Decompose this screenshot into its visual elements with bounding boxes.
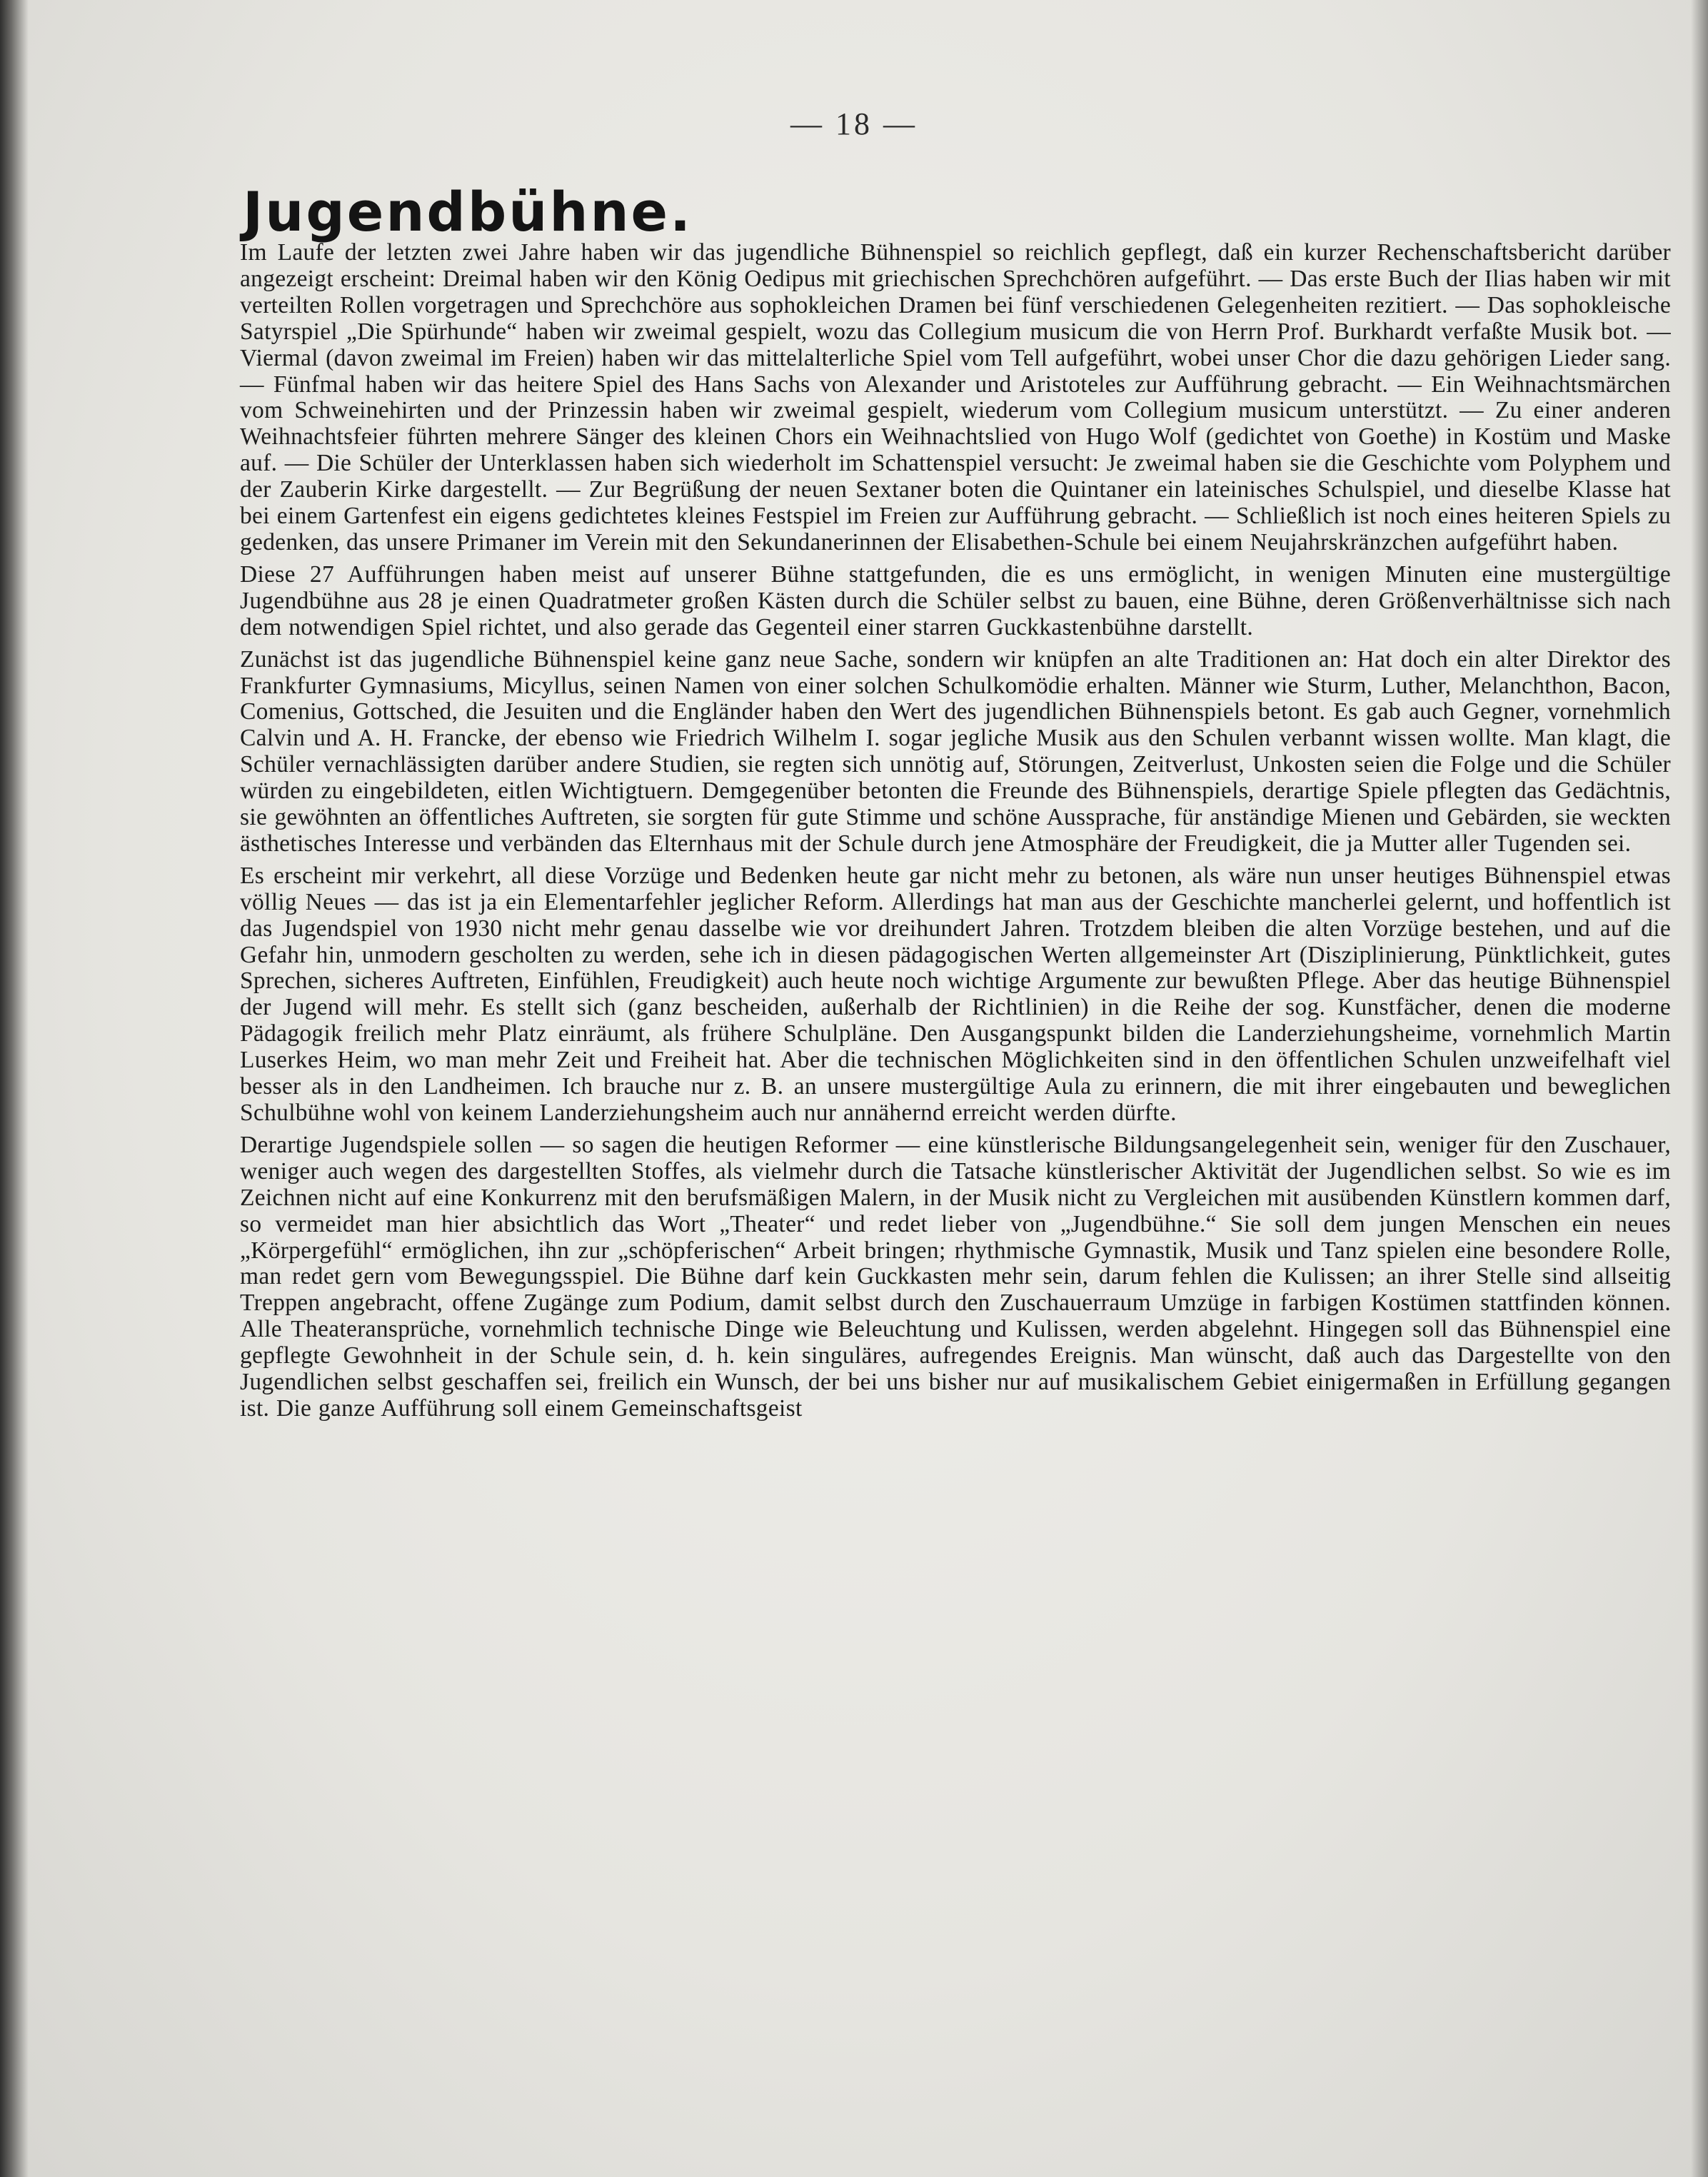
body-text [240, 240, 1671, 1428]
section-heading: Jugendbühne. [243, 180, 693, 243]
scan-edge-shadow-left [0, 0, 29, 2177]
paragraph-performances: Im Laufe der letzten zwei Jahre haben wir das jugendliche Bühnenspiel so reichlich gepflegt, daß ein kurzer Rechenschaftsbericht darüber angezeigt erscheint: Dreimal haben wir den König Oedipus mit griechischen Sprechchören aufgeführt. — Das erste Buch der Ilias haben wir mit verteilten Rollen vorgetragen und Sprechchöre aus sophokleichen Dramen bei fünf verschiedenen Gelegenheiten rezitiert. — Das sophokleische Satyrspiel „Die Spürhunde“ haben wir zweimal gespielt, wozu das Collegium musicum die von Herrn Prof. Burkhardt verfaßte Musik bot. — Viermal (davon zweimal im Freien) haben wir das mittelalterliche Spiel vom Tell aufgeführt, wobei unser Chor die dazu gehörigen Lieder sang. — Fünfmal haben wir das heitere Spiel des Hans Sachs von Alexander und Aristoteles zur Aufführung gebracht. — Ein Weihnachtsmärchen vom Schweinehirten und der Prinzessin haben wir zweimal gespielt, wiederum vom Collegium musicum unterstützt. — Zu einer anderen Weihnachtsfeier führten mehrere Sänger des kleinen Chors ein Weihnachtslied von Hugo Wolf (gedichtet von Goethe) in Kostüm und Maske auf. — Die Schüler der Unterklassen haben sich wiederholt im Schattenspiel versucht: Je zweimal haben sie die Geschichte vom Polyphem und der Zauberin Kirke dargestellt. — Zur Begrüßung der neuen Sextaner boten die Quintaner ein lateinisches Schulspiel, und dieselbe Klasse hat bei einem Gartenfest ein eigens gedichtetes kleines Festspiel im Freien zur Aufführung gebracht. — Schließlich ist noch eines heiteren Spiels zu gedenken, das unsere Primaner im Verein mit den Sekundanerinnen der Elisabethen-Schule bei einem Neujahrskränzchen aufgeführt haben. [240, 239, 1671, 555]
paragraph-stage: Diese 27 Aufführungen haben meist auf unserer Bühne stattgefunden, die es uns ermöglicht, in wenigen Minuten eine mustergültige Jugendbühne aus 28 je einen Quadratmeter großen Kästen durch die Schüler selbst zu bauen, eine Bühne, deren Größenverhältnisse sich nach dem notwendigen Spiel richtet, und also gerade das Gegenteil einer starren Guckkastenbühne darstellt. [240, 560, 1671, 640]
scan-edge-shadow-right [1691, 0, 1708, 2177]
paragraph-youth-games: Derartige Jugendspiele sollen — so sagen die heutigen Reformer — eine künstlerische Bildungsangelegenheit sein, weniger für den Zuschauer, weniger auch wegen des dargestellten Stoffes, als vielmehr durch die Tatsache künstlerischer Aktivität der Jugendlichen selbst. So wie es im Zeichnen nicht auf eine Konkurrenz mit den berufsmäßigen Malern, in der Musik nicht zu Vergleichen mit ausübenden Künstlern kommen darf, so vermeidet man hier absichtlich das Wort „Theater“ und redet lieber von „Jugendbühne.“ Sie soll dem jungen Menschen ein neues „Körpergefühl“ ermöglichen, ihn zur „schöpferischen“ Arbeit bringen; rhythmische Gymnastik, Musik und Tanz spielen eine besondere Rolle, man redet gern vom Bewegungsspiel. Die Bühne darf kein Guckkasten mehr sein, darum fehlen die Kulissen; an ihrer Stelle sind allseitig Treppen angebracht, offene Zugänge zum Podium, damit selbst durch den Zuschauerraum Umzüge in farbigen Kostümen stattfinden können. Alle Theateransprüche, vornehmlich technische Dinge wie Beleuchtung und Kulissen, werden abgelehnt. Hingegen soll das Bühnenspiel eine gepflegte Gewohnheit in der Schule sein, d. h. kein singuläres, aufregendes Ereignis. Man wünscht, daß auch das Dargestellte von den Jugendlichen selbst geschaffen sei, freilich ein Wunsch, der bei uns bisher nur auf musikalischem Gebiet einigermaßen in Erfüllung gegangen ist. Die ganze Aufführung soll einem Gemeinschaftsgeist [240, 1131, 1671, 1422]
page-number: — 18 — [790, 106, 918, 141]
paragraph-reform: Es erscheint mir verkehrt, all diese Vorzüge und Bedenken heute gar nicht mehr zu betonen, als wäre nun unser heutiges Bühnenspiel etwas völlig Neues — das ist ja ein Elementarfehler jeglicher Reform. Allerdings hat man aus der Geschichte mancherlei gelernt, und hoffentlich ist das Jugendspiel von 1930 nicht mehr genau dasselbe wie vor dreihundert Jahren. Trotzdem bleiben die alten Vorzüge bestehen, und auf die Gefahr hin, unmodern gescholten zu werden, sehe ich in diesen pädagogischen Werten allgemeinster Art (Disziplinierung, Pünktlichkeit, gutes Sprechen, sicheres Auftreten, Einfühlen, Freudigkeit) auch heute noch wichtige Argumente zur bewußten Pflege. Aber das heutige Bühnenspiel der Jugend will mehr. Es stellt sich (ganz bescheiden, außerhalb der Richtlinien) in die Reihe der sog. Kunstfächer, denen die moderne Pädagogik freilich mehr Platz einräumt, als frühere Schulpläne. Den Ausgangspunkt bilden die Landerziehungsheime, vornehmlich Martin Luserkes Heim, wo man mehr Zeit und Freiheit hat. Aber die technischen Möglichkeiten sind in den öffentlichen Schulen unzweifelhaft viel besser als in den Landheimen. Ich brauche nur z. B. an unsere mustergültige Aula zu erinnern, die mit ihrer eingebauten und beweglichen Schulbühne wohl von keinem Landerziehungsheim auch nur annähernd erreicht werden dürfte. [240, 862, 1671, 1126]
paragraph-tradition: Zunächst ist das jugendliche Bühnenspiel keine ganz neue Sache, sondern wir knüpfen an alte Traditionen an: Hat doch ein alter Direktor des Frankfurter Gymnasiums, Micyllus, seinen Namen von einer solchen Schulkomödie erhalten. Männer wie Sturm, Luther, Melanchthon, Bacon, Comenius, Gottsched, die Jesuiten und die Engländer haben den Wert des jugendlichen Bühnenspiels betont. Es gab auch Gegner, vornehmlich Calvin und A. H. Francke, der ebenso wie Friedrich Wilhelm I. sogar jegliche Musik aus den Schulen verbannt wissen wollte. Man klagt, die Schüler vernachlässigten darüber andere Studien, sie regten sich unnötig auf, Störungen, Zeitverlust, Unkosten seien die Folge und die Schüler würden zu eingebildeten, eitlen Wichtigtuern. Demgegenüber betonten die Freunde des Bühnenspiels, derartige Spiele pflegten das Gedächtnis, sie gewöhnten an öffentliches Auftreten, sie sorgten für gute Stimme und schöne Aussprache, für anständige Mienen und Gebärden, sie weckten ästhetisches Interesse und verbänden das Elternhaus mit der Schule durch jene Atmosphäre der Freudigkeit, die ja Mutter aller Tugenden sei. [240, 645, 1671, 857]
